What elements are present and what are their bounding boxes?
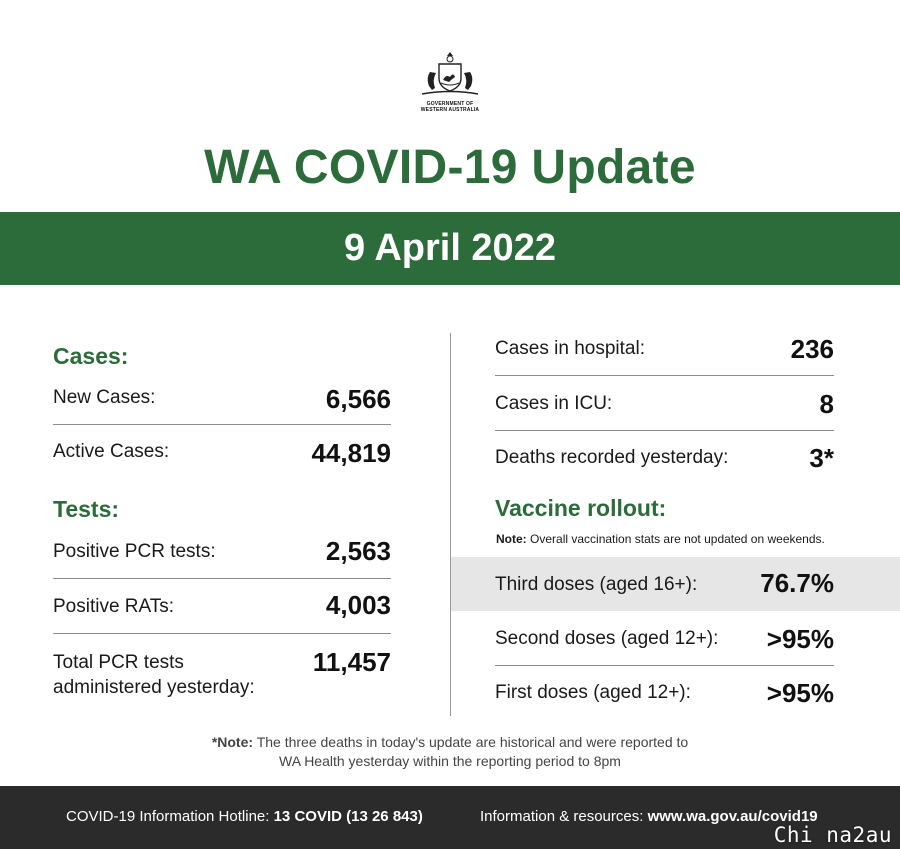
active-cases-row — [53, 438, 391, 478]
row-divider — [53, 424, 391, 425]
first-dose-label: First doses (aged 12+): — [495, 682, 691, 703]
row-divider — [495, 430, 834, 431]
positive-pcr-row — [53, 536, 391, 580]
icu-row — [495, 388, 834, 431]
second-dose-value: >95% — [766, 624, 834, 654]
vaccine-rollout-heading: Vaccine rollout: — [495, 495, 667, 521]
footnote-line1: The three deaths in today's update are historical and were reported to — [256, 734, 689, 750]
first-dose-value: >95% — [766, 678, 834, 708]
crest-icon — [412, 50, 488, 100]
wa-government-crest — [412, 50, 488, 116]
vaccine-note-prefix: Note: — [496, 532, 527, 546]
first-dose-row — [495, 678, 834, 714]
vaccine-note — [496, 532, 825, 546]
icu-value: 8 — [819, 389, 834, 419]
vaccine-note-text: Overall vaccination stats are not updated on weekends. — [530, 532, 825, 546]
total-pcr-label-line1: Total PCR tests — [53, 652, 184, 673]
total-pcr-row — [53, 647, 391, 702]
third-dose-label: Third doses (aged 16+): — [495, 574, 698, 595]
positive-pcr-label: Positive PCR tests: — [53, 541, 216, 562]
footnote-prefix: *Note: — [211, 734, 254, 750]
column-divider — [450, 333, 451, 716]
resources-info — [480, 808, 818, 825]
deaths-footnote — [0, 733, 900, 771]
positive-rat-value: 4,003 — [325, 590, 391, 620]
new-cases-value: 6,566 — [325, 384, 391, 414]
row-divider — [495, 375, 834, 376]
footnote-line2: WA Health yesterday within the reporting period to 8pm — [279, 753, 621, 769]
page-title: WA COVID-19 Update — [204, 141, 696, 194]
total-pcr-label-line2: administered yesterday: — [53, 677, 255, 698]
hospital-value: 236 — [790, 334, 834, 364]
third-dose-value: 76.7% — [760, 568, 834, 598]
hotline-info — [66, 808, 423, 825]
cases-heading: Cases: — [53, 343, 129, 369]
positive-pcr-value: 2,563 — [325, 536, 391, 566]
report-date: 9 April 2022 — [344, 227, 556, 269]
hospital-row — [495, 334, 834, 376]
deaths-value: 3* — [809, 443, 834, 473]
icu-label: Cases in ICU: — [495, 393, 613, 414]
deaths-row — [495, 443, 834, 479]
crest-caption-line1: GOVERNMENT OF — [426, 101, 474, 107]
crest-caption-line2: WESTERN AUSTRALIA — [420, 107, 480, 113]
row-divider — [53, 633, 391, 634]
resources-label: Information & resources: — [480, 808, 644, 825]
positive-rat-label: Positive RATs: — [53, 596, 175, 617]
second-dose-label: Second doses (aged 12+): — [495, 628, 719, 649]
positive-rat-row — [53, 590, 391, 635]
hotline-label: COVID-19 Information Hotline: — [66, 808, 270, 825]
new-cases-row — [53, 384, 391, 426]
hospital-label: Cases in hospital: — [495, 338, 645, 359]
second-dose-row — [495, 624, 834, 666]
row-divider — [495, 665, 834, 666]
tests-heading: Tests: — [53, 496, 120, 522]
resources-link[interactable]: www.wa.gov.au/covid19 — [647, 808, 818, 825]
watermark: Chi na2au — [773, 823, 892, 847]
row-divider — [53, 578, 391, 579]
date-banner — [0, 212, 900, 285]
third-dose-row — [495, 568, 834, 604]
new-cases-label: New Cases: — [53, 387, 156, 408]
hotline-number: 13 COVID (13 26 843) — [273, 808, 423, 825]
footer-bar — [0, 786, 900, 849]
deaths-label: Deaths recorded yesterday: — [495, 447, 729, 468]
total-pcr-label — [53, 650, 255, 700]
active-cases-value: 44,819 — [311, 438, 391, 468]
active-cases-label: Active Cases: — [53, 441, 170, 462]
total-pcr-value: 11,457 — [312, 647, 391, 677]
